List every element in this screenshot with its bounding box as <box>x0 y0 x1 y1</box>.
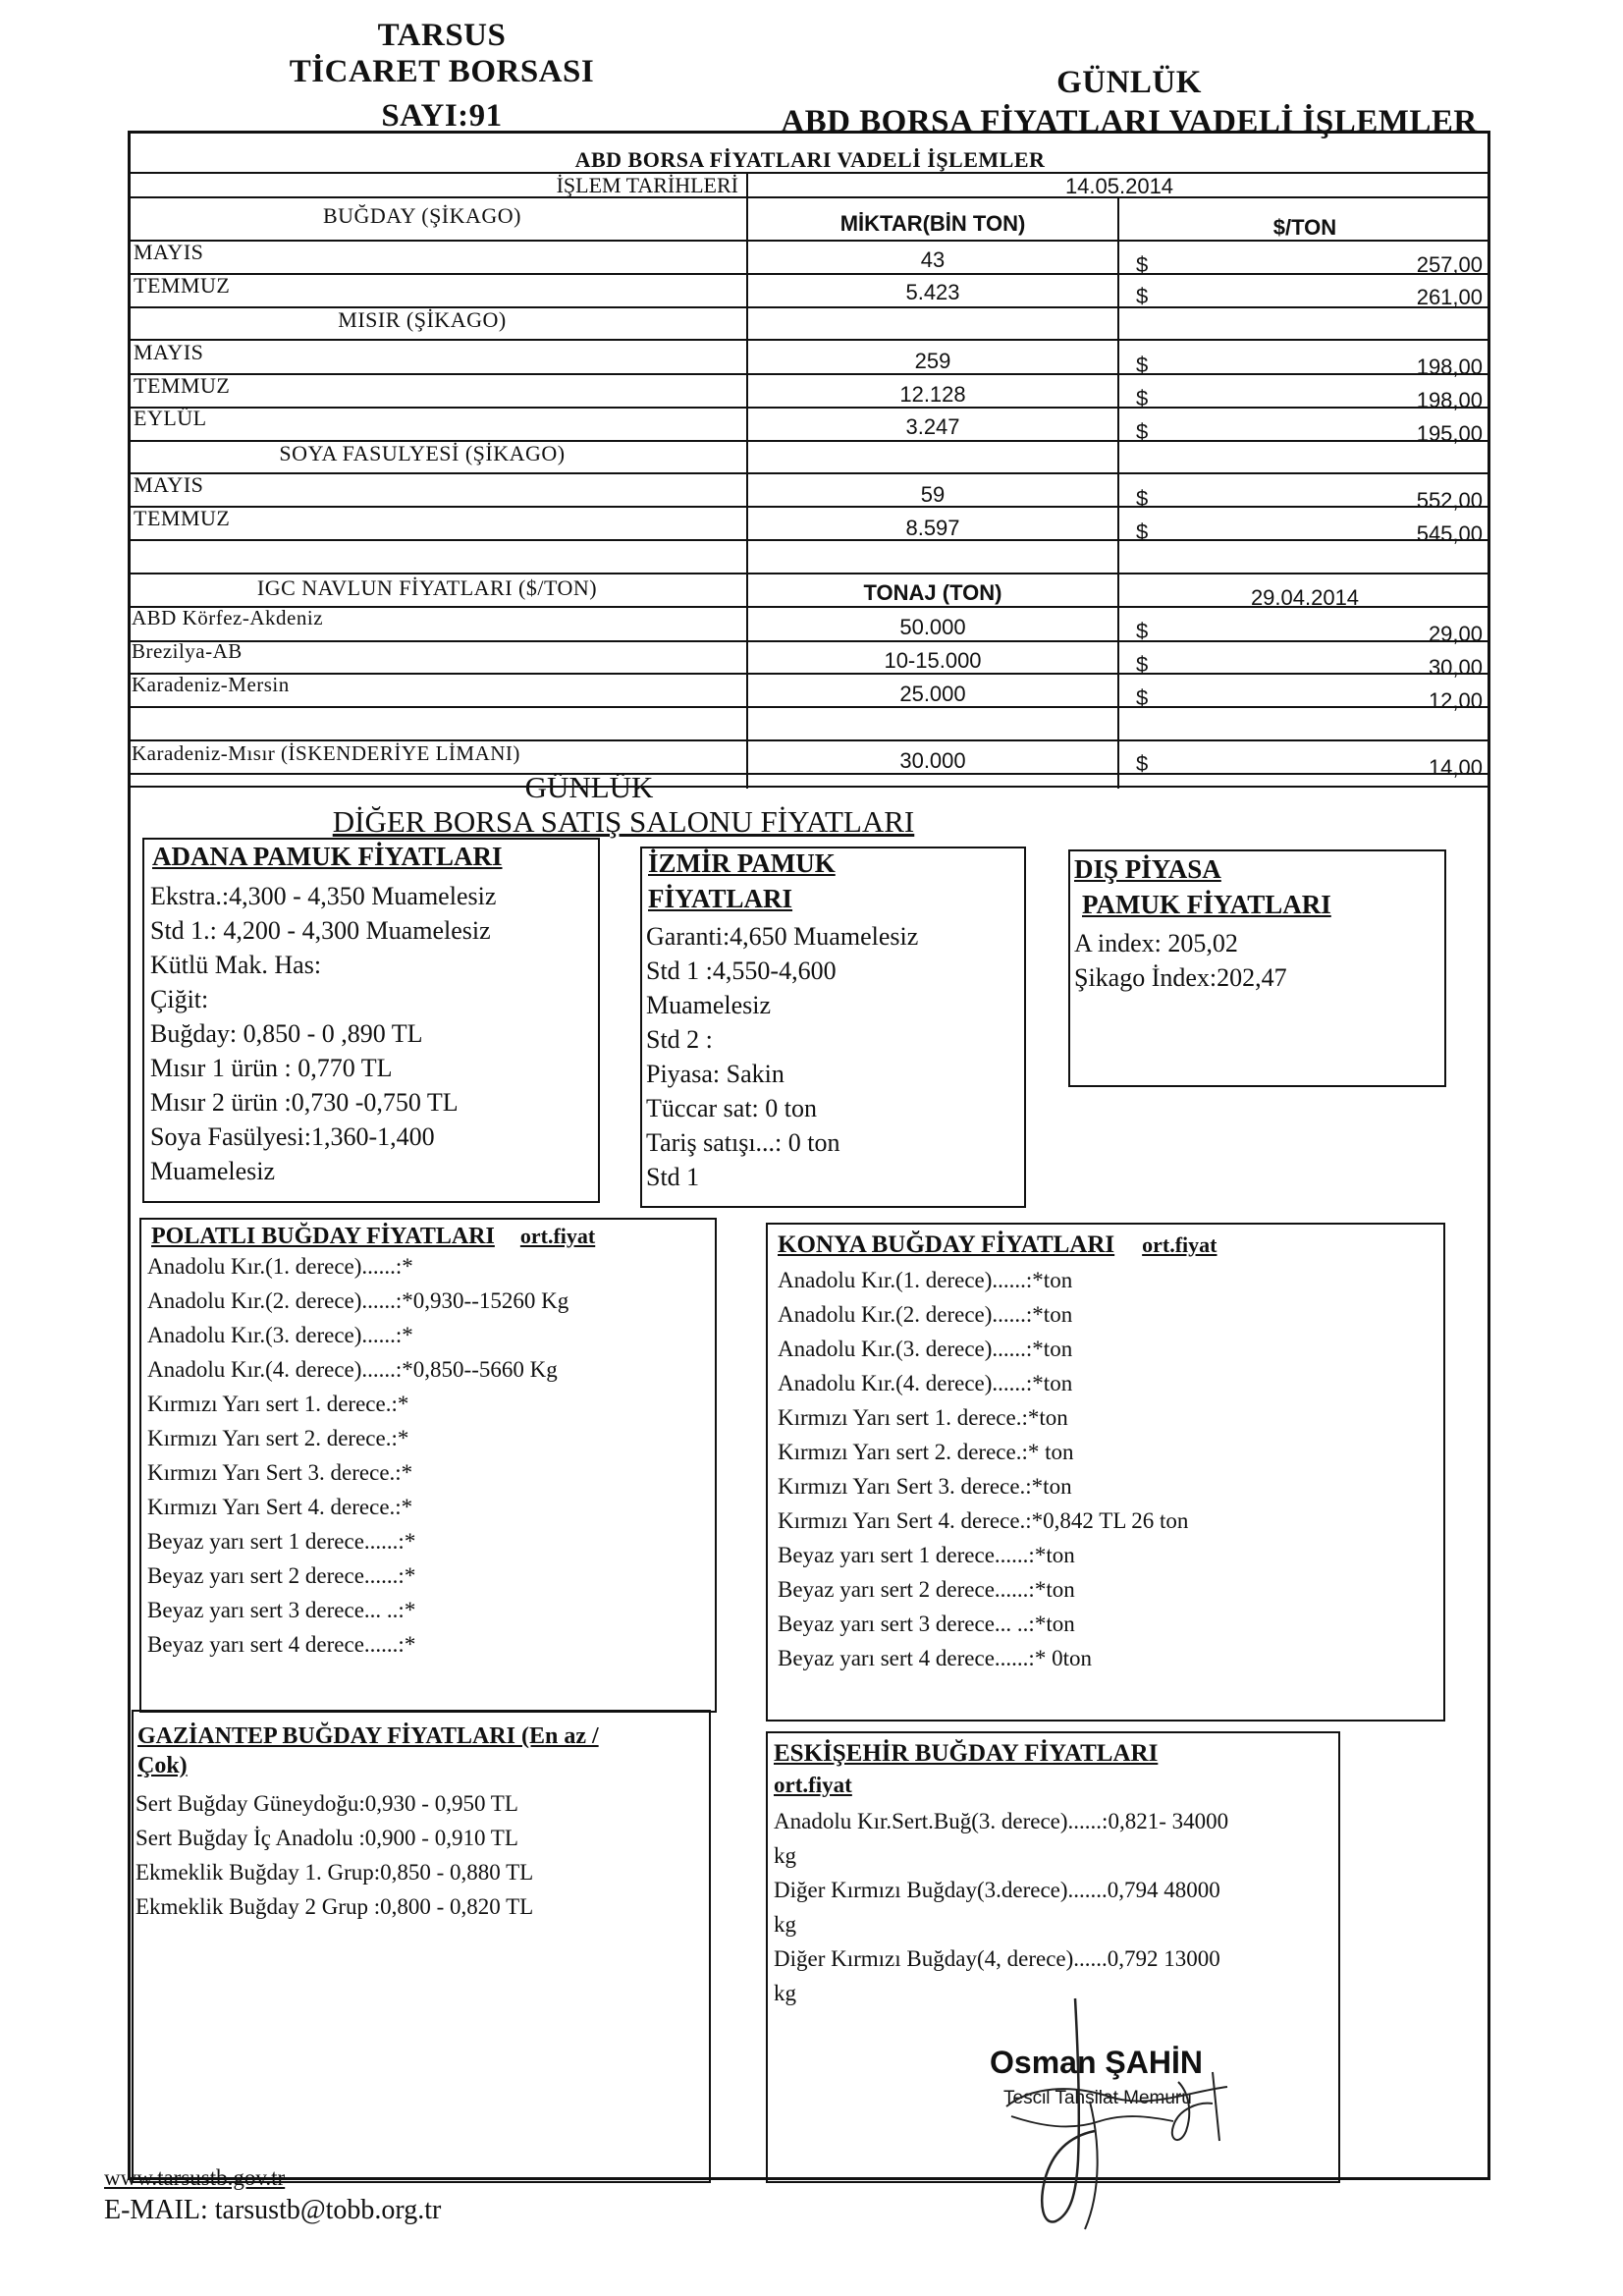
konya-line: Beyaz yarı sert 1 derece......:*ton <box>778 1543 1075 1567</box>
email-contact[interactable]: E-MAIL: tarsustb@tobb.org.tr <box>104 2195 442 2225</box>
konya-wheat-box <box>766 1223 1445 1722</box>
soy-qty: 8.597 <box>905 516 960 540</box>
foreign-line: Şikago İndex:202,47 <box>1074 963 1287 992</box>
futures-table-title: ABD BORSA FİYATLARI VADELİ İŞLEMLER <box>574 147 1046 172</box>
freight-price: 12,00 <box>1428 688 1483 713</box>
adana-line: Std 1.: 4,200 - 4,300 Muamelesiz <box>150 916 491 945</box>
izmir-title-line1: İZMİR PAMUK <box>648 848 836 878</box>
issue-number: SAYI:91 <box>381 98 503 134</box>
polatli-line: Anadolu Kır.(4. derece)......:*0,850--5660 Kg <box>147 1357 558 1382</box>
konya-line: Kırmızı Yarı Sert 4. derece.:*0,842 TL 26 ton <box>778 1508 1189 1533</box>
adana-line: Ekstra.:4,300 - 4,350 Muamelesiz <box>150 882 497 910</box>
currency-sign: $ <box>1136 419 1149 444</box>
polatli-wheat-box <box>139 1218 717 1713</box>
soy-price: 545,00 <box>1416 521 1483 546</box>
konya-line: Anadolu Kır.(2. derece)......:*ton <box>778 1302 1073 1327</box>
polatli-line: Beyaz yarı sert 3 derece... ..:* <box>147 1598 416 1622</box>
trade-date-label: İŞLEM TARİHLERİ <box>556 173 738 197</box>
konya-line: Kırmızı Yarı sert 2. derece.:* ton <box>778 1440 1074 1464</box>
polatli-line: Anadolu Kır.(2. derece)......:*0,930--15260 Kg <box>147 1288 569 1313</box>
polatli-line: Kırmızı Yarı sert 1. derece.:* <box>147 1392 409 1416</box>
corn-price: 198,00 <box>1416 388 1483 412</box>
freight-section-title: IGC NAVLUN FİYATLARI ($/TON) <box>256 575 598 600</box>
freight-price: 29,00 <box>1428 622 1483 646</box>
corn-price: 195,00 <box>1416 421 1483 446</box>
gaziantep-line: Ekmeklik Buğday 1. Grup:0,850 - 0,880 TL <box>135 1860 534 1885</box>
wheat-price: 257,00 <box>1416 252 1483 277</box>
quantity-col-header: MİKTAR(BİN TON) <box>839 211 1026 236</box>
currency-sign: $ <box>1136 685 1149 710</box>
org-name-line1: TARSUS <box>377 18 507 53</box>
konya-line: Anadolu Kır.(4. derece)......:*ton <box>778 1371 1073 1395</box>
other-markets-title-line2: DİĞER BORSA SATIŞ SALONU FİYATLARI <box>332 804 915 839</box>
gaziantep-line: Ekmeklik Buğday 2 Grup :0,800 - 0,820 TL <box>135 1894 534 1919</box>
foreign-cotton-box <box>1068 849 1446 1087</box>
handwritten-signature <box>1001 1994 1237 2239</box>
freight-route: Karadeniz-Mersin <box>132 673 290 696</box>
wheat-month: TEMMUZ <box>134 273 231 298</box>
polatli-line: Anadolu Kır.(1. derece)......:* <box>147 1254 413 1279</box>
polatli-line: Beyaz yarı sert 1 derece......:* <box>147 1529 416 1554</box>
polatli-line: Kırmızı Yarı sert 2. derece.:* <box>147 1426 409 1450</box>
corn-month: EYLÜL <box>134 406 207 430</box>
foreign-title-line2: PAMUK FİYATLARI <box>1082 890 1331 919</box>
foreign-title-line1: DIŞ PİYASA <box>1074 854 1221 884</box>
adana-line: Mısır 2 ürün :0,730 -0,750 TL <box>150 1088 459 1117</box>
freight-price: 30,00 <box>1428 655 1483 680</box>
freight-tonnage: 50.000 <box>899 615 966 639</box>
izmir-line: Tüccar sat: 0 ton <box>646 1094 817 1122</box>
currency-sign: $ <box>1136 652 1149 677</box>
adana-title: ADANA PAMUK FİYATLARI <box>152 842 503 871</box>
foreign-line: A index: 205,02 <box>1074 929 1238 957</box>
currency-sign: $ <box>1136 486 1149 511</box>
adana-line: Buğday: 0,850 - 0 ,890 TL <box>150 1019 423 1048</box>
konya-title <box>778 1230 1217 1260</box>
corn-qty: 12.128 <box>899 382 966 407</box>
izmir-line: Std 2 : <box>646 1025 713 1054</box>
konya-line: Beyaz yarı sert 4 derece......:* 0ton <box>778 1646 1092 1670</box>
currency-sign: $ <box>1136 284 1149 308</box>
soy-price: 552,00 <box>1416 488 1483 513</box>
adana-line: Kütlü Mak. Has: <box>150 951 322 979</box>
corn-qty: 3.247 <box>905 414 960 439</box>
konya-line: Beyaz yarı sert 2 derece......:*ton <box>778 1577 1075 1602</box>
izmir-title-line2: FİYATLARI <box>648 884 793 913</box>
polatli-avg-label: ort.fiyat <box>519 1224 596 1248</box>
eskisehir-line: Diğer Kırmızı Buğday(4, derece)......0,792 13000 <box>774 1946 1220 1971</box>
izmir-line: Tariş satışı...: 0 ton <box>646 1128 840 1157</box>
eskisehir-line: kg <box>774 1843 796 1868</box>
adana-line: Muamelesiz <box>150 1157 276 1185</box>
adana-line: Soya Fasülyesi:1,360-1,400 <box>150 1122 435 1151</box>
polatli-title <box>151 1222 595 1251</box>
gaziantep-line: Sert Buğday İç Anadolu :0,900 - 0,910 TL <box>135 1826 518 1850</box>
corn-section-title: MISIR (ŞİKAGO) <box>338 307 507 332</box>
adana-line: Mısır 1 ürün : 0,770 TL <box>150 1054 393 1082</box>
freight-price: 14,00 <box>1428 755 1483 780</box>
currency-sign: $ <box>1136 386 1149 410</box>
wheat-qty: 43 <box>920 247 946 272</box>
wheat-month: MAYIS <box>134 240 204 264</box>
corn-month: TEMMUZ <box>134 373 231 398</box>
signatory-name: Osman ŞAHİN <box>990 2045 1203 2080</box>
eskisehir-line: kg <box>774 1912 796 1937</box>
adana-line: Çiğit: <box>150 985 209 1013</box>
konya-line: Kırmızı Yarı sert 1. derece.:*ton <box>778 1405 1068 1430</box>
freight-route: Karadeniz-Mısır (İSKENDERİYE LİMANI) <box>132 741 520 765</box>
currency-sign: $ <box>1136 353 1149 377</box>
eskisehir-line: kg <box>774 1981 796 2005</box>
wheat-qty: 5.423 <box>905 280 960 304</box>
signatory-role: Tescil Tahsilat Memuru <box>1003 2088 1192 2108</box>
other-markets-title-line1: GÜNLÜK <box>524 770 654 804</box>
gaziantep-title-line2: Çok) <box>137 1753 188 1778</box>
soy-month: TEMMUZ <box>134 506 231 530</box>
page-title-line1: GÜNLÜK <box>1056 65 1202 100</box>
izmir-line: Std 1 :4,550-4,600 <box>646 957 837 985</box>
polatli-line: Kırmızı Yarı Sert 3. derece.:* <box>147 1460 413 1485</box>
izmir-line: Muamelesiz <box>646 991 772 1019</box>
polatli-line: Beyaz yarı sert 4 derece......:* <box>147 1632 416 1657</box>
freight-tonnage: 30.000 <box>899 748 966 773</box>
corn-price: 198,00 <box>1416 355 1483 379</box>
soy-section-title: SOYA FASULYESİ (ŞİKAGO) <box>279 441 566 465</box>
polatli-title-text: POLATLI BUĞDAY FİYATLARI <box>151 1224 495 1249</box>
currency-sign: $ <box>1136 519 1149 544</box>
polatli-line: Anadolu Kır.(3. derece)......:* <box>147 1323 413 1347</box>
currency-sign: $ <box>1136 751 1149 776</box>
org-name-line2: TİCARET BORSASI <box>289 54 595 89</box>
izmir-line: Piyasa: Sakin <box>646 1060 784 1088</box>
gaziantep-wheat-box <box>132 1710 711 2183</box>
trade-date: 14.05.2014 <box>1064 174 1174 198</box>
corn-qty: 259 <box>914 349 951 373</box>
konya-line: Kırmızı Yarı Sert 3. derece.:*ton <box>778 1474 1072 1499</box>
konya-title-text: KONYA BUĞDAY FİYATLARI <box>778 1231 1115 1258</box>
wheat-price: 261,00 <box>1416 285 1483 309</box>
izmir-line: Std 1 <box>646 1163 700 1191</box>
freight-date: 29.04.2014 <box>1250 585 1360 610</box>
konya-line: Beyaz yarı sert 3 derece... ..:*ton <box>778 1612 1075 1636</box>
konya-line: Anadolu Kır.(3. derece)......:*ton <box>778 1337 1073 1361</box>
polatli-line: Kırmızı Yarı Sert 4. derece.:* <box>147 1495 413 1519</box>
eskisehir-line: Diğer Kırmızı Buğday(3.derece).......0,794 48000 <box>774 1878 1220 1902</box>
konya-avg-label: ort.fiyat <box>1142 1232 1217 1257</box>
gaziantep-line: Sert Buğday Güneydoğu:0,930 - 0,950 TL <box>135 1791 518 1816</box>
wheat-section-title: BUĞDAY (ŞİKAGO) <box>322 203 522 228</box>
soy-month: MAYIS <box>134 472 204 497</box>
eskisehir-title: ESKİŞEHİR BUĞDAY FİYATLARI <box>774 1740 1159 1767</box>
konya-line: Anadolu Kır.(1. derece)......:*ton <box>778 1268 1073 1292</box>
eskisehir-line: Anadolu Kır.Sert.Buğ(3. derece)......:0,821- 34000 <box>774 1809 1229 1833</box>
page-title-line2: ABD BORSA FİYATLARI VADELİ İŞLEMLER <box>781 104 1478 139</box>
freight-route: ABD Körfez-Akdeniz <box>132 606 324 629</box>
tonnage-col-header: TONAJ (TON) <box>863 580 1002 605</box>
freight-tonnage: 25.000 <box>899 682 966 706</box>
freight-tonnage: 10-15.000 <box>884 648 982 673</box>
gaziantep-title-line1: GAZİANTEP BUĞDAY FİYATLARI (En az / <box>137 1723 599 1749</box>
eskisehir-avg-label: ort.fiyat <box>774 1773 852 1797</box>
price-col-header: $/TON <box>1272 215 1337 240</box>
website-link[interactable]: www.tarsustb.gov.tr <box>104 2165 286 2190</box>
currency-sign: $ <box>1136 619 1149 643</box>
corn-month: MAYIS <box>134 340 204 364</box>
freight-route: Brezilya-AB <box>132 639 243 663</box>
izmir-cotton-box <box>640 847 1026 1208</box>
izmir-line: Garanti:4,650 Muamelesiz <box>646 922 919 951</box>
adana-cotton-box <box>142 838 600 1203</box>
polatli-line: Beyaz yarı sert 2 derece......:* <box>147 1563 416 1588</box>
currency-sign: $ <box>1136 252 1149 277</box>
soy-qty: 59 <box>920 482 946 507</box>
